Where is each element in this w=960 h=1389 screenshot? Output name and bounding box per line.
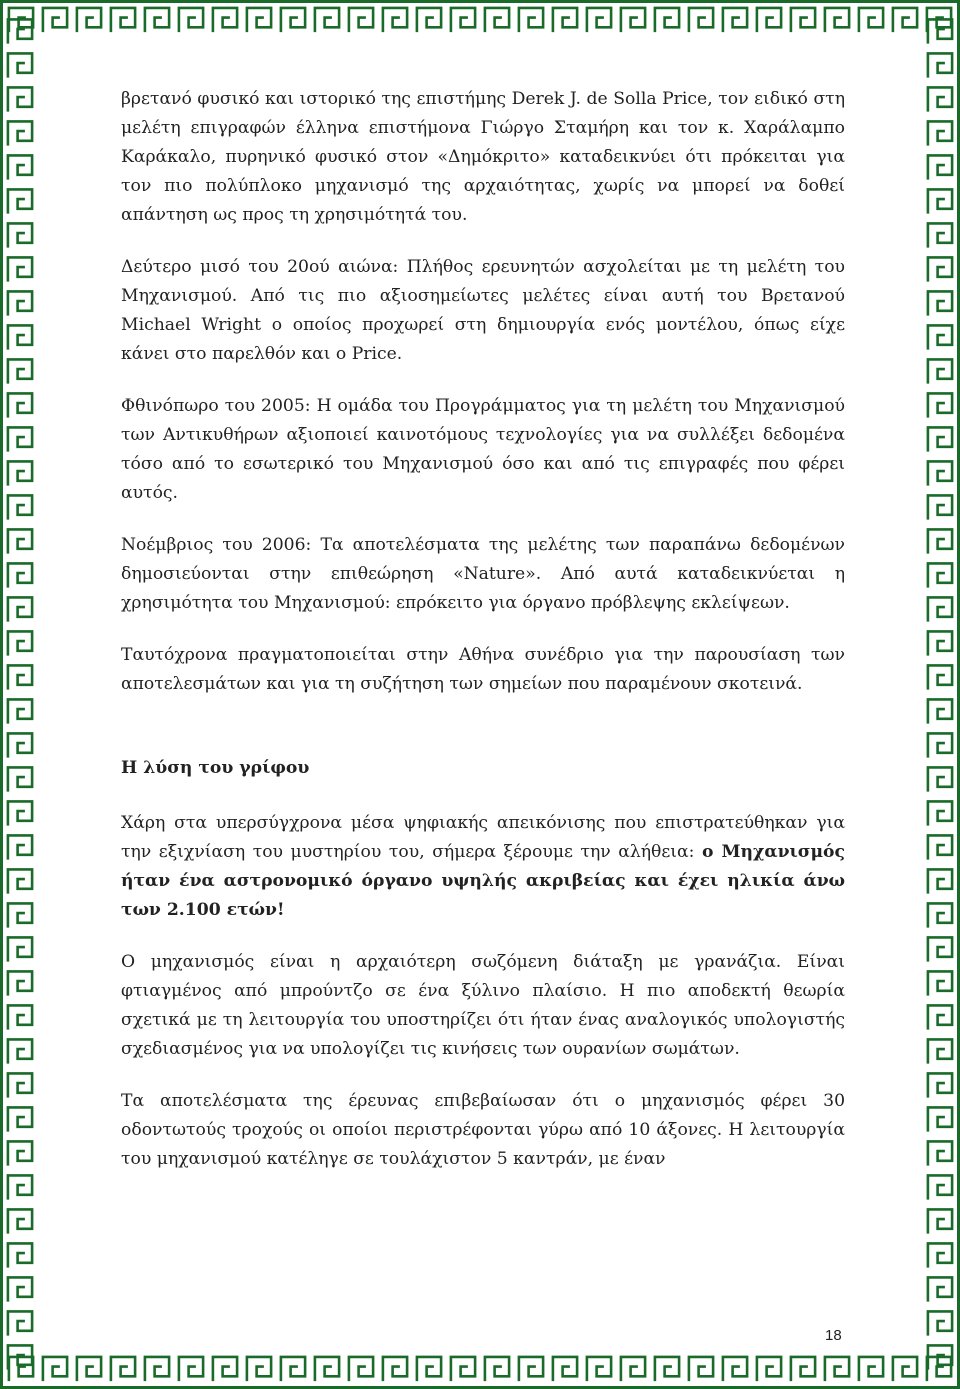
meander-tile: [928, 835, 952, 859]
meander-tile: [928, 223, 952, 247]
meander-tile: [757, 8, 781, 32]
meander-tile: [8, 1209, 32, 1233]
meander-tile: [928, 937, 952, 961]
greek-key-border-right: [923, 3, 957, 1386]
section-heading: Η λύση του γρίφου: [121, 758, 310, 778]
meander-tile: [8, 563, 32, 587]
meander-tile: [8, 1277, 32, 1301]
meander-tile: [8, 325, 32, 349]
meander-tile: [928, 971, 952, 995]
meander-tile: [8, 631, 32, 655]
meander-tile: [928, 461, 952, 485]
meander-tile: [928, 155, 952, 179]
solution-intro: Χάρη στα υπερσύγχρονα μέσα ψηφιακής απεικόνισης που επιστρατεύθηκαν για την εξιχνίαση του μυστηρίου του, σήμερα ξέρουμε την αλήθεια:: [121, 813, 845, 862]
meander-tile: [8, 1345, 32, 1369]
paragraph-price-research: βρετανό φυσικό και ιστορικό της επιστήμης Derek J. de Solla Price, τον ειδικό στη μελέτη επιγραφών έλληνα επιστήμονα Γιώργο Σταμήρη και τον κ. Χαράλαμπο Καράκαλο, πυρηνικό φυσικό στον «Δημόκριτο» καταδεικνύει ότι πρόκειται για τον πιο πολύπλοκο μηχανισμό της αρχαιότητας, χωρίς να μπορεί να δοθεί απάντηση ως προς τη χρησιμότητά του.: [121, 89, 845, 225]
meander-tile: [8, 427, 32, 451]
meander-tile: [928, 427, 952, 451]
meander-tile: [383, 8, 407, 32]
meander-tile: [791, 1357, 815, 1381]
meander-tile: [8, 257, 32, 281]
meander-tile: [928, 903, 952, 927]
paragraph-gears: Ο μηχανισμός είναι η αρχαιότερη σωζόμενη διάταξη με γρανάζια. Είναι φτιαγμένος από μπρούντζο σε ένα ξύλινο πλαίσιο. Η πιο αποδεκτή θεωρία σχετικά με τη λειτουργία του υποστηρίζει ότι ήταν ένας αναλογικός υπολογιστής σχεδιασμένος για να υπολογίζει τις κινήσεις των ουρανίων σωμάτων.: [121, 952, 845, 1059]
meander-tile: [723, 8, 747, 32]
paragraph-november-2006: Νοέμβριος του 2006: Τα αποτελέσματα της μελέτης των παραπάνω δεδομένων δημοσιεύονται στην επιθεώρηση «Nature». Από αυτά καταδεικνύεται η χρησιμότητα του Μηχανισμού: επρόκειτο για όργανο πρόβλεψης εκλείψεων.: [121, 535, 845, 613]
meander-tile: [8, 971, 32, 995]
meander-tile: [349, 1357, 373, 1381]
meander-tile: [77, 8, 101, 32]
meander-tile: [655, 8, 679, 32]
meander-tile: [8, 223, 32, 247]
page-body: [121, 85, 845, 1197]
meander-tile: [553, 1357, 577, 1381]
meander-tile: [928, 529, 952, 553]
meander-tile: [8, 1005, 32, 1029]
meander-tile: [893, 1357, 917, 1381]
meander-tile: [928, 1073, 952, 1097]
meander-tile: [179, 1357, 203, 1381]
meander-tile: [417, 8, 441, 32]
meander-tile: [8, 1311, 32, 1335]
meander-tile: [587, 1357, 611, 1381]
meander-tile: [8, 801, 32, 825]
meander-tile: [928, 1243, 952, 1267]
meander-tile: [8, 665, 32, 689]
meander-tile: [928, 1209, 952, 1233]
meander-tile: [928, 1005, 952, 1029]
meander-tile: [791, 8, 815, 32]
meander-tile: [928, 325, 952, 349]
meander-tile: [213, 8, 237, 32]
meander-tile: [8, 121, 32, 145]
meander-tile: [928, 1107, 952, 1131]
meander-tile: [8, 699, 32, 723]
meander-tile: [928, 121, 952, 145]
meander-tile: [928, 53, 952, 77]
meander-tile: [8, 597, 32, 621]
meander-tile: [8, 1243, 32, 1267]
greek-key-border-bottom: [3, 1352, 957, 1386]
meander-tile: [145, 8, 169, 32]
meander-tile: [825, 8, 849, 32]
meander-tile: [928, 189, 952, 213]
meander-tile: [928, 1175, 952, 1199]
meander-tile: [8, 495, 32, 519]
meander-tile: [8, 189, 32, 213]
meander-tile: [451, 8, 475, 32]
meander-tile: [893, 8, 917, 32]
meander-tile: [485, 8, 509, 32]
meander-tile: [928, 495, 952, 519]
meander-tile: [213, 1357, 237, 1381]
meander-tile: [43, 8, 67, 32]
meander-tile: [8, 767, 32, 791]
meander-tile: [8, 155, 32, 179]
meander-tile: [8, 461, 32, 485]
meander-tile: [689, 8, 713, 32]
meander-tile: [928, 359, 952, 383]
meander-tile: [111, 8, 135, 32]
meander-tile: [145, 1357, 169, 1381]
meander-tile: [8, 359, 32, 383]
meander-tile: [825, 1357, 849, 1381]
meander-tile: [519, 1357, 543, 1381]
meander-tile: [757, 1357, 781, 1381]
meander-tile: [77, 1357, 101, 1381]
meander-tile: [8, 1141, 32, 1165]
meander-tile: [928, 563, 952, 587]
page-number: 18: [825, 1327, 842, 1344]
meander-tile: [928, 291, 952, 315]
meander-tile: [451, 1357, 475, 1381]
meander-tile: [8, 53, 32, 77]
meander-tile: [8, 937, 32, 961]
meander-tile: [8, 1107, 32, 1131]
greek-key-border-top: [3, 3, 957, 37]
meander-tile: [928, 665, 952, 689]
meander-tile: [928, 801, 952, 825]
meander-tile: [8, 869, 32, 893]
paragraph-results: Τα αποτελέσματα της έρευνας επιβεβαίωσαν ότι ο μηχανισμός φέρει 30 οδοντωτούς τροχούς οι οποίοι περιστρέφονται γύρω από 10 άξονες. Η λειτουργία του μηχανισμού κατέληγε σε τουλάχιστον 5 καντράν, με έναν: [121, 1091, 845, 1169]
meander-tile: [723, 1357, 747, 1381]
solution-bold-statement: ο Μηχανισμός ήταν ένα αστρονομικό όργανο υψηλής ακριβείας και έχει ηλικία άνω των 2.100 ετών!: [121, 842, 845, 920]
meander-tile: [553, 8, 577, 32]
meander-tile: [485, 1357, 509, 1381]
paragraph-athens-conference: Ταυτόχρονα πραγματοποιείται στην Αθήνα συνέδριο για την παρουσίαση των αποτελεσμάτων και για τη συζήτηση των σημείων που παραμένουν σκοτεινά.: [121, 645, 845, 694]
meander-tile: [281, 8, 305, 32]
meander-tile: [689, 1357, 713, 1381]
meander-tile: [247, 8, 271, 32]
meander-tile: [928, 767, 952, 791]
greek-key-border-left: [3, 3, 37, 1386]
meander-tile: [655, 1357, 679, 1381]
meander-tile: [621, 8, 645, 32]
meander-tile: [8, 835, 32, 859]
meander-tile: [587, 8, 611, 32]
meander-tile: [8, 87, 32, 111]
paragraph-autumn-2005: Φθινόπωρο του 2005: Η ομάδα του Προγράμματος για τη μελέτη του Μηχανισμού των Αντικυθήρων αξιοποιεί καινοτόμους τεχνολογίες για να συλλέξει δεδομένα τόσο από το εσωτερικό του Μηχανισμού όσο και από τις επιγραφές που φέρει αυτός.: [121, 396, 845, 503]
meander-tile: [928, 699, 952, 723]
meander-tile: [928, 1345, 952, 1369]
meander-tile: [928, 1311, 952, 1335]
meander-tile: [8, 529, 32, 553]
meander-tile: [315, 8, 339, 32]
meander-tile: [8, 1073, 32, 1097]
meander-tile: [928, 257, 952, 281]
meander-tile: [928, 869, 952, 893]
meander-tile: [928, 1141, 952, 1165]
meander-tile: [111, 1357, 135, 1381]
meander-tile: [383, 1357, 407, 1381]
meander-tile: [8, 393, 32, 417]
meander-tile: [928, 393, 952, 417]
meander-tile: [349, 8, 373, 32]
meander-tile: [859, 1357, 883, 1381]
meander-tile: [859, 8, 883, 32]
meander-tile: [928, 1277, 952, 1301]
meander-tile: [43, 1357, 67, 1381]
meander-tile: [928, 597, 952, 621]
meander-tile: [315, 1357, 339, 1381]
meander-tile: [928, 19, 952, 43]
meander-tile: [281, 1357, 305, 1381]
meander-tile: [519, 8, 543, 32]
meander-tile: [247, 1357, 271, 1381]
meander-tile: [179, 8, 203, 32]
meander-tile: [8, 1039, 32, 1063]
meander-tile: [8, 291, 32, 315]
meander-tile: [8, 1175, 32, 1199]
meander-tile: [928, 631, 952, 655]
meander-tile: [928, 1039, 952, 1063]
meander-tile: [928, 87, 952, 111]
meander-tile: [8, 903, 32, 927]
meander-tile: [621, 1357, 645, 1381]
paragraph-solution: [121, 809, 845, 925]
meander-tile: [928, 733, 952, 757]
meander-tile: [417, 1357, 441, 1381]
meander-tile: [8, 733, 32, 757]
paragraph-20th-century: Δεύτερο μισό του 20ού αιώνα: Πλήθος ερευνητών ασχολείται με τη μελέτη του Μηχανισμού. Από τις πιο αξιοσημείωτες μελέτες είναι αυτή του Βρετανού Michael Wright ο οποίος προχωρεί στη δημιουργία ενός μοντέλου, όπως είχε κάνει στο παρελθόν και ο Price.: [121, 257, 845, 364]
meander-tile: [8, 19, 32, 43]
